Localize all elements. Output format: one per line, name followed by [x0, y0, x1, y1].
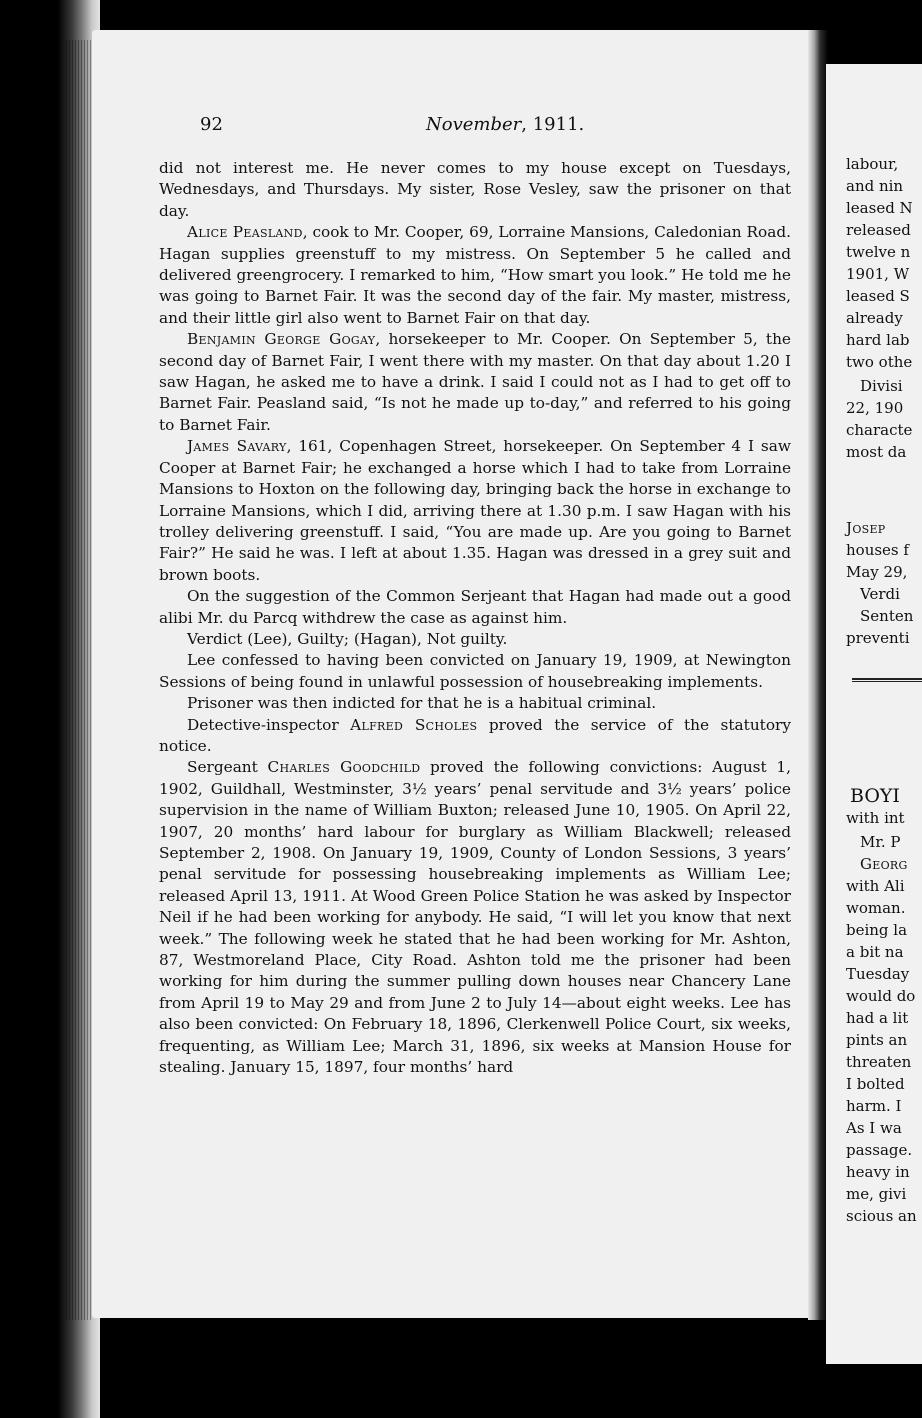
paragraph — [159, 158, 791, 222]
left-page — [92, 30, 817, 1318]
paragraph — [159, 757, 791, 1078]
section-rule — [852, 678, 922, 682]
right-page-line: and nin — [846, 177, 904, 195]
right-page-line: had a lit — [846, 1009, 909, 1027]
right-page-line: would do — [846, 987, 916, 1005]
person-name: Benjamin George Gogay — [187, 330, 376, 349]
right-page-line: released — [846, 221, 911, 239]
person-name: Alice Peasland — [187, 223, 303, 242]
right-page-line: threaten — [846, 1053, 912, 1071]
book-gutter — [0, 0, 100, 1418]
right-page-line: BOYI — [850, 785, 900, 807]
paragraph — [159, 693, 791, 714]
right-page-line: 1901, W — [846, 265, 910, 283]
right-page-line: scious an — [846, 1207, 917, 1225]
right-page-line: a bit na — [846, 943, 904, 961]
person-name: Charles Goodchild — [267, 758, 421, 777]
right-page-line: with Ali — [846, 877, 905, 895]
right-page-line: hard lab — [846, 331, 910, 349]
paragraph-text: On the suggestion of the Common Serjeant that Hagan had made out a good alibi Mr. du Parcq withdrew the case as against him. — [159, 587, 791, 627]
paragraph-text: , horsekeeper to Mr. Cooper. On September 5, the second day of Barnet Fair, I went there with my master. On that day about 1.20 I saw Hagan, he asked me to have a drink. I said I could not as I had to get off to Barnet Fair. Peasland said, “Is not he made up to-day,” and referred to his going to Barnet Fair. — [159, 330, 791, 434]
right-page-line: Verdi — [860, 585, 900, 603]
right-page-line: Mr. P — [860, 833, 901, 851]
right-page-line: leased N — [846, 199, 913, 217]
person-name: Alfred Scholes — [350, 715, 478, 734]
paragraph-text: Detective-inspector — [187, 715, 351, 734]
right-page-line: me, givi — [846, 1185, 907, 1203]
book-spine — [808, 30, 828, 1320]
right-page-line: Tuesday — [846, 965, 910, 983]
paragraph-text: proved the following convictions: August 1, 1902, Guildhall, Westminster, 3½ years’ penal servitude and 3½ years’ police supervision in the name of William Buxton; released June 10, 1905. On April 22, 1907, 20 months’ hard labour for burglary as William Blackwell; released September 2, 1908. On January 19, 1909, County of London Sessions, 3 years’ penal servitude for possessing housebreaking implements as William Lee; released April 13, 1911. At Wood Green Police Station he was asked by Inspector Neil if he had been working for anybody. He said, “I will let you know that next week.” The following week he stated that he had been working for Mr. Ashton, 87, Westmoreland Place, City Road. Ashton told me the prisoner had been working for him during the summer pulling down houses near Chancery Lane from April 19 to May 29 and from June 2 to July 14—about eight weeks. Lee has also been convicted: On February 18, 1896, Clerkenwell Police Court, six weeks, frequenting, as William Lee; March 31, 1896, six weeks at Mansion House for stealing. January 15, 1897, four months’ hard — [159, 758, 791, 1077]
right-page-line: two othe — [846, 353, 913, 371]
body-text — [159, 158, 791, 1078]
running-head-year: , 1911. — [521, 114, 585, 135]
paragraph-text: , cook to Mr. Cooper, 69, Lorraine Mansions, Caledonian Road. Hagan supplies greenstuff to my mistress. On September 5 he called and delivered greengrocery. I remarked to him, “How smart you look.” He told me he was going to Barnet Fair. It was the second day of the fair. My master, mistress, and their little girl also went to Barnet Fair on that day. — [159, 223, 792, 327]
paragraph-text: did not interest me. He never comes to my house except on Tuesdays, Wednesdays, and Thursdays. My sister, Rose Vesley, saw the prisoner on that day. — [159, 159, 791, 220]
right-page-line: passage. — [846, 1141, 913, 1159]
right-page-line: with int — [846, 809, 905, 827]
paragraph — [159, 436, 791, 586]
right-page-line: leased S — [846, 287, 910, 305]
paragraph — [159, 715, 791, 758]
right-page-line: harm. I — [846, 1097, 902, 1115]
paragraph — [159, 222, 791, 329]
paragraph-text: Verdict (Lee), Guilty; (Hagan), Not guilty. — [187, 629, 508, 648]
paragraph — [159, 650, 791, 693]
right-page-line: woman. — [846, 899, 906, 917]
right-page-line: Georg — [860, 855, 908, 873]
right-page-line: preventi — [846, 629, 910, 647]
paragraph-text: Prisoner was then indicted for that he is a habitual criminal. — [187, 694, 657, 713]
right-page-line: Senten — [860, 607, 914, 625]
paragraph-text: proved the service of the statutory notice. — [159, 715, 791, 755]
paragraph-text: Sergeant — [187, 758, 268, 777]
paragraph-text: , 161, Copenhagen Street, horsekeeper. On September 4 I saw Cooper at Barnet Fair; he exchanged a horse which I had to take from Lorraine Mansions to Hoxton on the following day, bringing back the horse in exchange to Lorraine Mansions, which I did, arriving there at 1.30 p.m. I saw Hagan with his trolley delivering greenstuff. I said, “You are made up. Are you going to Barnet Fair?” He said he was. I left at about 1.35. Hagan was dressed in a grey suit and brown boots. — [159, 437, 791, 584]
right-page-line: most da — [846, 443, 907, 461]
right-page-line: Josep — [846, 519, 886, 537]
paragraph — [159, 586, 791, 629]
right-page-line: May 29, — [846, 563, 908, 581]
right-page-line: labour, — [846, 155, 899, 173]
right-page-line: being la — [846, 921, 908, 939]
right-page-line: heavy in — [846, 1163, 910, 1181]
page-header — [92, 114, 817, 144]
paragraph-text: Lee confessed to having been convicted on January 19, 1909, at Newington Sessions of being found in unlawful possession of housebreaking implements. — [159, 651, 791, 691]
right-page-line: already — [846, 309, 903, 327]
right-page-line: characte — [846, 421, 913, 439]
right-page-line: I bolted — [846, 1075, 905, 1093]
right-page-line: pints an — [846, 1031, 908, 1049]
page-number: 92 — [200, 114, 223, 135]
running-head — [426, 114, 584, 135]
page-edges — [66, 40, 92, 1320]
paragraph — [159, 629, 791, 650]
right-page-line: 22, 190 — [846, 399, 904, 417]
right-page-line: twelve n — [846, 243, 911, 261]
person-name: James Savary — [187, 437, 287, 456]
right-page — [826, 64, 922, 1364]
right-page-line: As I wa — [846, 1119, 902, 1137]
right-page-line: houses f — [846, 541, 909, 559]
paragraph — [159, 329, 791, 436]
running-head-month: November — [426, 114, 522, 135]
right-page-line: Divisi — [860, 377, 903, 395]
